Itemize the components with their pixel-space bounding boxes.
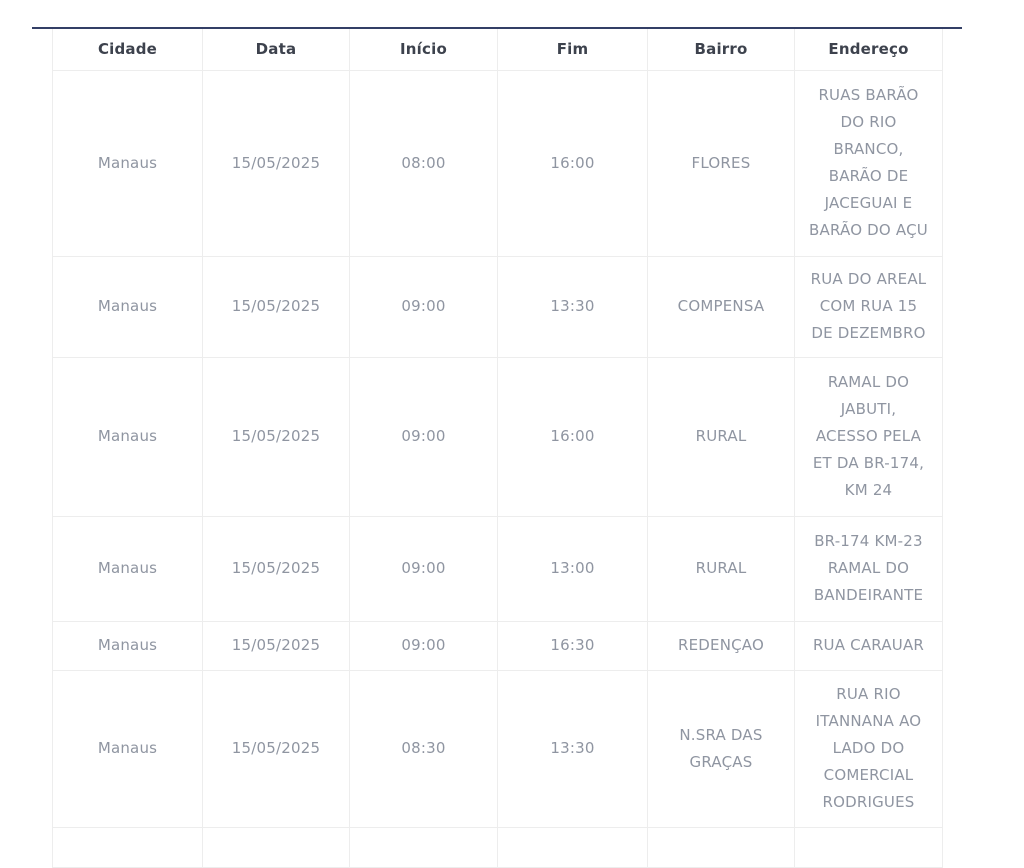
cell-data: 15/05/2025 [203,256,350,357]
cell-data: 15/05/2025 [203,516,350,621]
table-row [53,70,943,256]
outage-schedule-table [52,29,943,868]
cell-inicio: 09:00 [350,357,498,516]
cell-endereco: RUAS BARÃO DO RIO BRANCO, BARÃO DE JACEGUAI E BARÃO DO AÇU [795,70,943,256]
outage-schedule-table-container [32,27,962,868]
cell-fim: 13:30 [498,670,648,827]
cell-fim: 16:30 [498,621,648,670]
table-row-partial [53,827,943,867]
cell-bairro: FLORES [648,70,795,256]
cell-inicio: 09:00 [350,256,498,357]
cell-data: 15/05/2025 [203,670,350,827]
cell-endereco: RUA RIO ITANNANA AO LADO DO COMERCIAL RODRIGUES [795,670,943,827]
cell-data: 15/05/2025 [203,621,350,670]
cell-empty [203,827,350,867]
cell-empty [498,827,648,867]
table-row [53,621,943,670]
cell-endereco: RUA CARAUAR [795,621,943,670]
cell-cidade: Manaus [53,621,203,670]
cell-cidade: Manaus [53,670,203,827]
cell-cidade: Manaus [53,516,203,621]
cell-inicio: 08:00 [350,70,498,256]
cell-bairro: RURAL [648,516,795,621]
column-header-data: Data [203,29,350,70]
cell-inicio: 09:00 [350,621,498,670]
table-row [53,256,943,357]
cell-data: 15/05/2025 [203,357,350,516]
cell-empty [795,827,943,867]
column-header-fim: Fim [498,29,648,70]
cell-cidade: Manaus [53,70,203,256]
cell-empty [648,827,795,867]
cell-bairro: COMPENSA [648,256,795,357]
cell-fim: 16:00 [498,357,648,516]
column-header-cidade: Cidade [53,29,203,70]
column-header-endereco: Endereço [795,29,943,70]
cell-empty [53,827,203,867]
cell-fim: 13:30 [498,256,648,357]
cell-empty [350,827,498,867]
cell-inicio: 09:00 [350,516,498,621]
cell-cidade: Manaus [53,357,203,516]
cell-bairro: REDENÇAO [648,621,795,670]
cell-inicio: 08:30 [350,670,498,827]
table-row [53,670,943,827]
table-header-row [53,29,943,70]
cell-fim: 13:00 [498,516,648,621]
cell-cidade: Manaus [53,256,203,357]
cell-bairro: RURAL [648,357,795,516]
table-row [53,516,943,621]
cell-endereco: RAMAL DO JABUTI, ACESSO PELA ET DA BR-174, KM 24 [795,357,943,516]
column-header-bairro: Bairro [648,29,795,70]
cell-bairro: N.SRA DAS GRAÇAS [648,670,795,827]
column-header-inicio: Início [350,29,498,70]
cell-endereco: BR-174 KM-23 RAMAL DO BANDEIRANTE [795,516,943,621]
cell-data: 15/05/2025 [203,70,350,256]
table-row [53,357,943,516]
cell-fim: 16:00 [498,70,648,256]
cell-endereco: RUA DO AREAL COM RUA 15 DE DEZEMBRO [795,256,943,357]
